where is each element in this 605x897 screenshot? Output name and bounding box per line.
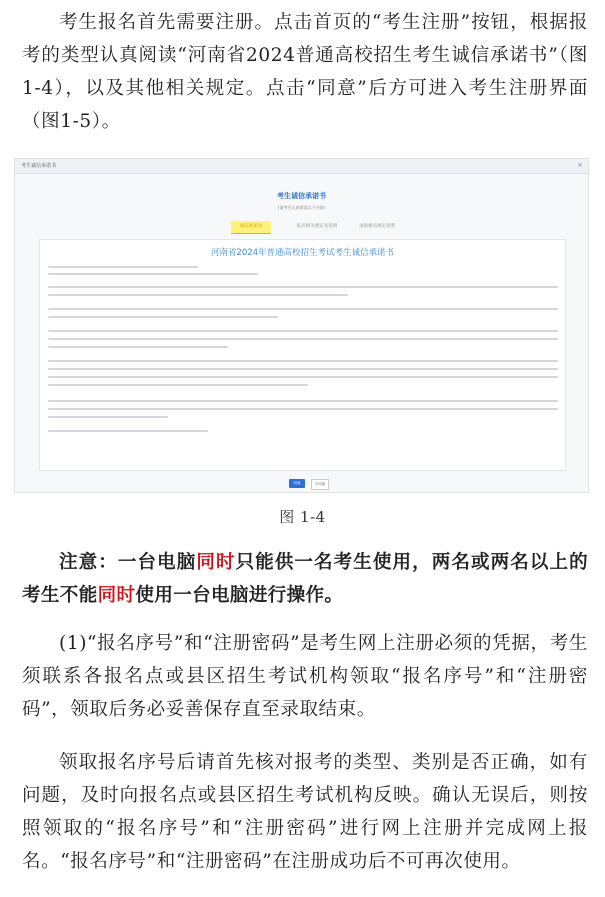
pledge-document-card — [39, 239, 566, 471]
tab-admission-rules[interactable]: 录取相关规定说明 — [359, 224, 395, 229]
screenshot-figure — [14, 158, 589, 493]
text-line — [48, 308, 558, 310]
tab-registration-rules[interactable]: 报名相关规定及说明 — [296, 224, 338, 229]
figure-caption: 图 1-4 — [279, 508, 326, 526]
pledge-buttons — [15, 479, 588, 489]
text-line — [48, 360, 558, 362]
pledge-subheading: (请考生认真阅读以下内容) — [277, 205, 326, 210]
notice-emphasis-simultaneous: 同时 — [97, 585, 136, 606]
text-line — [48, 384, 308, 386]
text-line — [48, 338, 558, 340]
text-line — [48, 400, 558, 402]
notice-middle: 只能供一名考生使用，两名或两名以上的考生不能 — [22, 552, 588, 606]
verification-paragraph: 领取报名序号后请首先核对报考的类型、类别是否正确，如有问题，及时向报名点或县区招生考试机构反映。确认无误后，则按照领取的“报名序号”和“注册密码”进行网上注册并完成网上报名。“报名序号”和“注册密码”在注册成功后不可再次使用。 — [22, 752, 588, 872]
agree-button[interactable]: 同意 — [289, 479, 305, 488]
text-line — [48, 316, 278, 318]
window-title: 考生诚信承诺书 — [21, 163, 57, 169]
text-line — [48, 368, 558, 370]
pledge-tabs — [15, 221, 588, 235]
pledge-document-title: 河南省2024年普通高校招生考试考生诚信承诺书 — [210, 248, 395, 258]
window-title-bar — [15, 159, 589, 174]
disagree-button[interactable]: 不同意 — [311, 479, 329, 490]
pledge-heading: 考生诚信承诺书 — [277, 192, 326, 200]
text-line — [48, 266, 198, 268]
text-line — [48, 273, 258, 275]
registration-credentials-paragraph: (1)“报名序号”和“注册密码”是考生网上注册必须的凭据，考生须联系各报名点或县区招生考试机构领取“报名序号”和“注册密码”，领取后务必妥善保存直至录取结束。 — [22, 633, 588, 720]
close-icon[interactable]: × — [577, 161, 583, 169]
text-line — [48, 286, 558, 288]
text-line — [48, 408, 558, 410]
notice-emphasis-simultaneous: 同时 — [196, 552, 236, 573]
text-line — [48, 430, 208, 432]
text-line — [48, 416, 168, 418]
text-line — [48, 294, 348, 296]
text-line — [48, 330, 558, 332]
tab-pledge[interactable]: 诚信承诺书 — [231, 221, 271, 234]
intro-paragraph: 考生报名首先需要注册。点击首页的“考生注册”按钮，根据报考的类型认真阅读“河南省2024普通高校招生考生诚信承诺书”（图1-4），以及其他相关规定。点击“同意”后方可进入考生注册界面（图1-5）。 — [22, 12, 588, 132]
notice-suffix: 使用一台电脑进行操作。 — [135, 585, 344, 606]
text-line — [48, 346, 228, 348]
notice-prefix: 注意：一台电脑 — [59, 552, 197, 573]
notice-paragraph — [22, 546, 588, 612]
text-line — [48, 376, 558, 378]
